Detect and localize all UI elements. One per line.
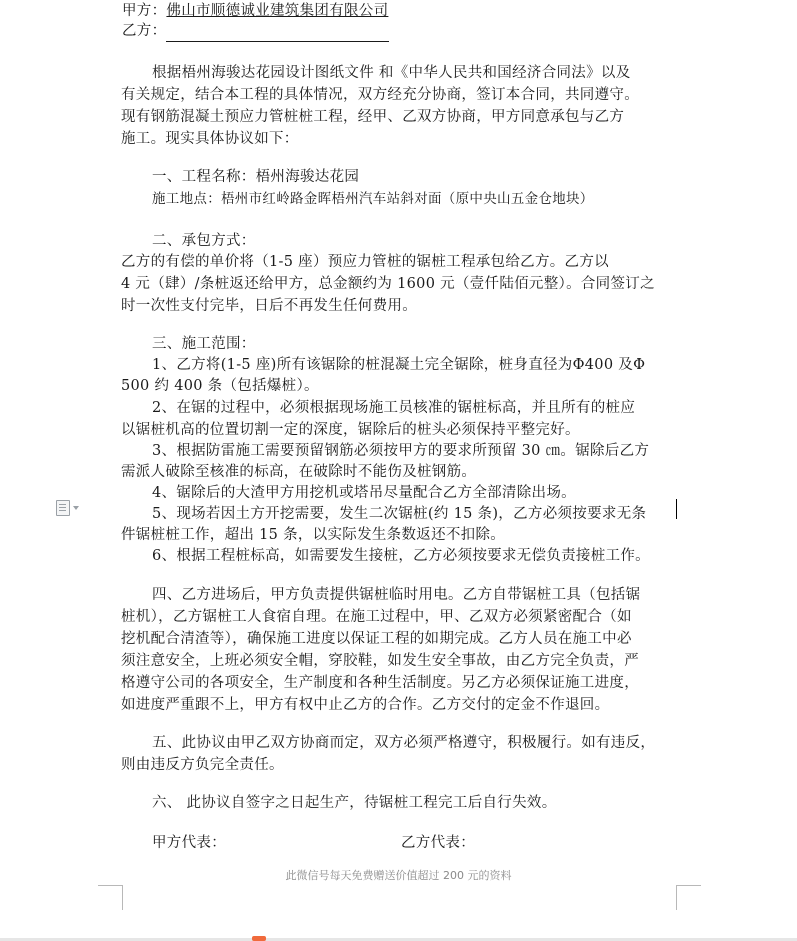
paragraph-line: 乙方的有偿的单价将（1-5 座）预应力管桩的锯桩工程承包给乙方。乙方以 (121, 254, 609, 270)
paragraph-line: 格遵守公司的各项安全，生产制度和各种生活制度。另乙方必须保证施工进度， (121, 675, 639, 691)
paragraph-line: 施工。现实具体协议如下： (121, 131, 299, 147)
section-heading: 三、施工范围： (152, 336, 256, 352)
party-b-label: 乙方： (122, 23, 167, 39)
paragraph-line: 4 元（肆）/条桩返还给甲方，总金额约为 1600 元（壹仟陆佰元整）。合同签订之 (121, 276, 655, 292)
section-heading: 二、承包方式： (152, 233, 256, 249)
party-a-label: 甲方： (122, 3, 167, 19)
paragraph-line: 时一次性支付完毕，日后不再发生任何费用。 (121, 298, 417, 314)
paragraph-line: 5、现场若因土方开挖需要，发生二次锯桩(约 15 条)，乙方必须按要求无条 (152, 506, 647, 522)
paragraph-line: 桩机），乙方锯桩工人食宿自理。在施工过程中，甲、乙双方必须紧密配合（如 (121, 609, 632, 625)
party-b-line (122, 20, 682, 42)
paragraph-line: 如进度严重跟不上，甲方有权中止乙方的合作。乙方交付的定金不作退回。 (121, 697, 610, 713)
party-a-line (122, 0, 682, 22)
paragraph-line: 则由违反方负完全责任。 (121, 757, 284, 773)
paragraph-line: 现有钢筋混凝土预应力管桩桩工程，经甲、乙双方协商，甲方同意承包与乙方 (121, 109, 625, 125)
party-b-blank (166, 25, 389, 42)
document-icon[interactable] (56, 500, 70, 516)
paragraph-line: 有关规定，结合本工程的具体情况，双方经充分协商，签订本合同，共同遵守。 (121, 87, 639, 103)
paragraph-line: 1、乙方将(1-5 座)所有该锯除的桩混凝土完全锯除，桩身直径为Φ400 及Φ (152, 357, 646, 373)
section-heading: 一、工程名称：梧州海骏达花园 (152, 169, 360, 185)
footer-note: 此微信号每天免费赠送价值超过 200 元的资料 (285, 869, 512, 882)
paragraph-line: 根据梧州海骏达花园设计图纸文件 和《中华人民共和国经济合同法》以及 (152, 65, 631, 81)
party-b-representative: 乙方代表： (401, 835, 475, 851)
section-heading: 五、此协议由甲乙双方协商而定，双方必须严格遵守，积极履行。如有违反， (152, 735, 656, 751)
paragraph-line: 6、根据工程桩标高，如需要发生接桩，乙方必须按要求无偿负责接桩工作。 (152, 548, 650, 564)
paragraph-line: 3、根据防雷施工需要预留钢筋必须按甲方的要求所预留 30 ㎝。锯除后乙方 (152, 443, 650, 459)
paragraph-line: 2、在锯的过程中，必须根据现场施工员核准的锯桩标高，并且所有的桩应 (152, 400, 636, 416)
bottom-accent (252, 936, 266, 941)
paragraph-line: 500 约 400 条（包括爆桩）。 (121, 378, 319, 394)
page-corner-mark-right (676, 885, 701, 910)
page-corner-mark-left (98, 885, 123, 910)
paragraph-line: 以锯桩机高的位置切割一定的深度，锯除后的桩头必须保持平整完好。 (121, 422, 580, 438)
section-heading: 四、乙方进场后，甲方负责提供锯桩临时用电。乙方自带锯桩工具（包括锯 (152, 587, 641, 603)
section-heading: 六、 此协议自签字之日起生产，待锯桩工程完工后自行失效。 (152, 795, 557, 811)
party-a-name: 佛山市顺德诚业建筑集团有限公司 (166, 3, 389, 19)
party-a-representative: 甲方代表： (152, 835, 226, 851)
paragraph-line: 4、锯除后的大渣甲方用挖机或塔吊尽量配合乙方全部清除出场。 (152, 485, 576, 501)
dropdown-arrow-icon[interactable] (73, 506, 79, 510)
paragraph-line: 挖机配合清渣等），确保施工进度以保证工程的如期完成。乙方人员在施工中必 (121, 631, 632, 647)
paragraph-line: 施工地点：梧州市红岭路金晖梧州汽车站斜对面（原中央山五金仓地块） (152, 191, 594, 207)
paragraph-line: 须注意安全，上班必须安全帽，穿胶鞋，如发生安全事故，由乙方完全负责，严 (121, 653, 639, 669)
text-cursor (676, 499, 677, 519)
paragraph-line: 件锯桩桩工作，超出 15 条，以实际发生条数返还不扣除。 (121, 527, 506, 543)
paragraph-line: 需派人破除至核准的标高，在破除时不能伤及桩钢筋。 (121, 464, 477, 480)
